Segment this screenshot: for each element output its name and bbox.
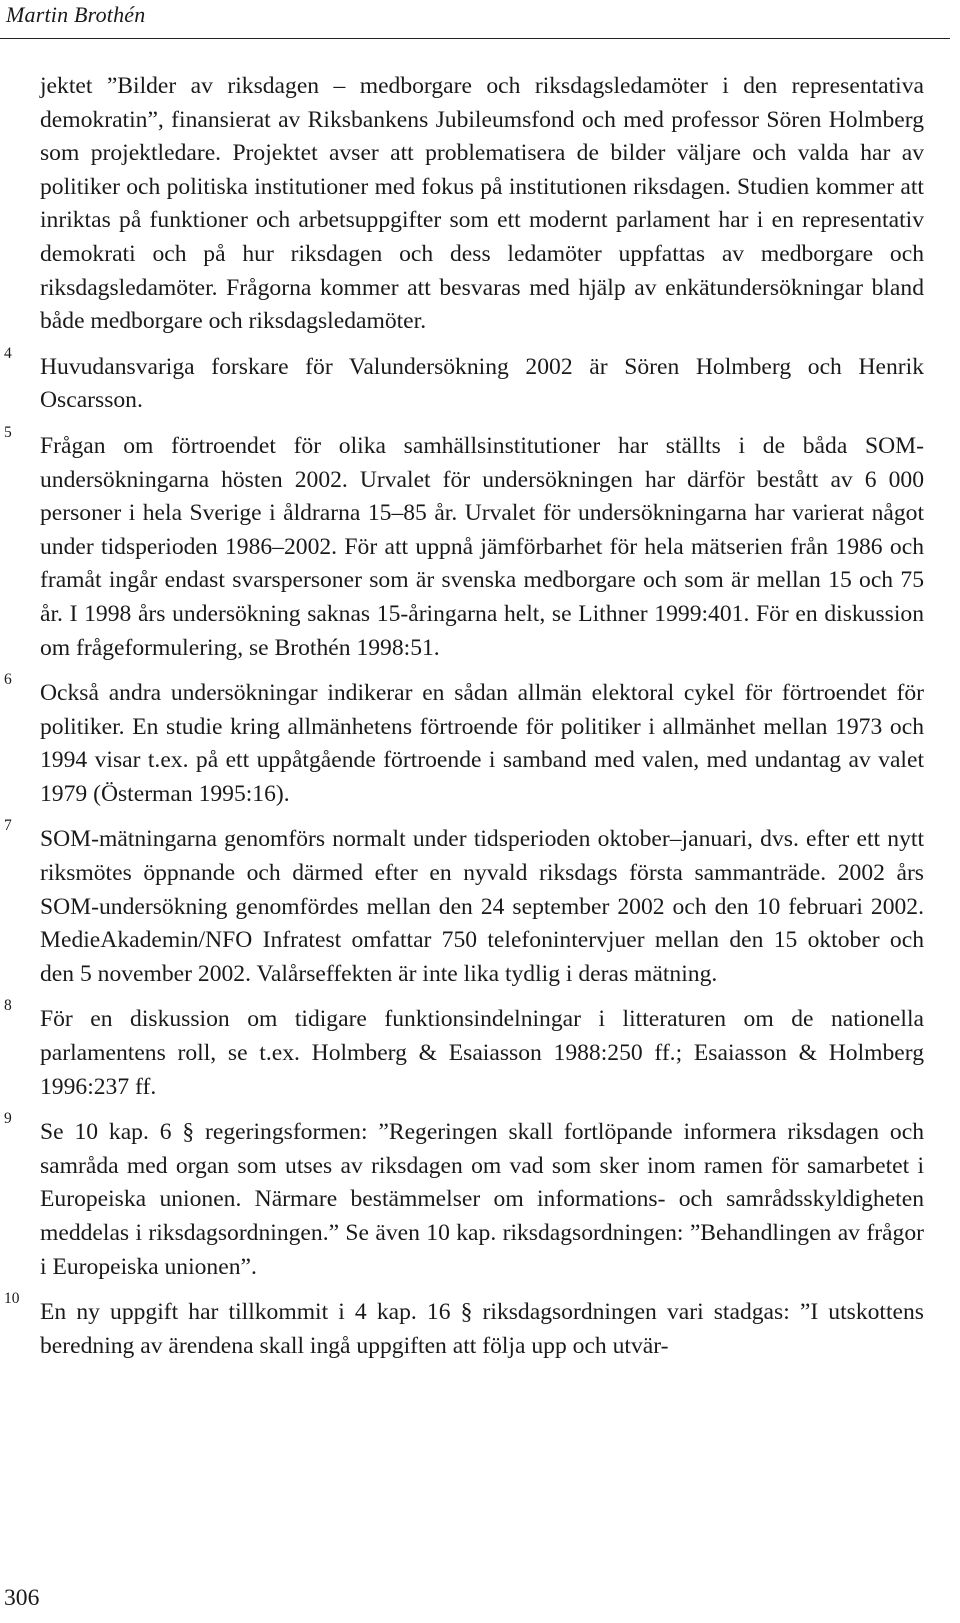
footnote-text: Också andra undersökningar indikerar en sådan allmän elektoral cykel för förtroendet för politiker. En studie kring allmänhetens förtroende för politiker i allmänhet mellan 1973 och 1994 visar t.ex. på ett uppåtgående förtroende i samband med valen, med undantag av valet 1979 (Österman 1995:16).: [40, 680, 924, 807]
footnote-number: 9: [4, 1110, 12, 1128]
footnote-text: SOM-mätningarna genomförs normalt under tidsperioden oktober–januari, dvs. efter ett nytt riksmötes öppnande och därmed efter en nyvald riksdags första sammanträde. 2002 års SOM-undersökning genomfördes mellan den 24 september 2002 och den 10 februari 2002. MedieAkademin/NFO Infratest omfattar 750 telefonintervjuer mellan den 15 oktober och den 5 november 2002. Valårseffekten är inte lika tydlig i deras mätning.: [40, 826, 924, 987]
footnote-continued: [40, 70, 924, 339]
footnote-text: Frågan om förtroendet för olika samhällsinstitutioner har ställts i de båda SOM-undersökningarna hösten 2002. Urvalet för undersökningen har därför bestått av 6 000 personer i hela Sverige i åldrarna 15–85 år. Urvalet för undersökningarna har varierat något under tidsperioden 1986–2002. För att uppnå jämförbarhet för hela mätserien från 1986 och framåt ingår endast svarspersoner som är svenska medborgare och som är mellan 15 och 75 år. I 1998 års undersökning saknas 15-åringarna helt, se Lithner 1999:401. För en diskussion om frågeformulering, se Brothén 1998:51.: [40, 432, 924, 661]
footnote-6: [4, 671, 924, 811]
footnotes: [0, 70, 960, 1363]
footnote-text: En ny uppgift har tillkommit i 4 kap. 16 § riksdagsordningen vari stadgas: ”I utskottens beredning av ärendena skall ingå uppgiften att följa upp och utvär-: [40, 1299, 924, 1359]
footnote-number: 10: [4, 1290, 20, 1308]
footnote-text: För en diskussion om tidigare funktionsindelningar i litteraturen om de nationella parlamentens roll, se t.ex. Holmberg & Esaiasson 1988:250 ff.; Esaiasson & Holmberg 1996:237 ff.: [40, 1006, 924, 1100]
footnote-number: 4: [4, 344, 12, 362]
footnote-4: [4, 344, 924, 418]
footnote-text: Huvudansvariga forskare för Valundersökning 2002 är Sören Holmberg och Henrik Oscarsson.: [40, 353, 924, 414]
page-number: 306: [4, 1585, 40, 1611]
footnote-text: Se 10 kap. 6 § regeringsformen: ”Regeringen skall fortlöpande informera riksdagen och samråda med organ som utses av riksdagen om vad som sker inom ramen för samarbetet i Europeiska unionen. Närmare bestämmelser om informations- och samrådsskyldigheten meddelas i riksdagsordningen.” Se även 10 kap. riksdagsordningen: ”Behandlingen av frågor i Europeiska unionen”.: [40, 1119, 924, 1280]
footnote-number: 6: [4, 671, 12, 689]
footnote-text: jektet ”Bilder av riksdagen – medborgare och riksdagsledamöter i den representativa demokratin”, finansierat av Riksbankens Jubileumsfond och med professor Sören Holmberg som projektledare. Projektet avser att problematisera de bilder väljare och valda har av politiker och politiska institutioner med fokus på institutionen riksdagen. Studien kommer att inriktas på funktioner och arbetsuppgifter som ett modernt parlament har i en representativ demokrati och på hur riksdagen och dess ledamöter uppfattas av medborgare och riksdagsledamöter. Frågorna kommer att besvaras med hjälp av enkätundersökningar bland både medborgare och riksdagsledamöter.: [40, 73, 924, 335]
header-rule: [0, 38, 950, 39]
footnote-number: 5: [4, 423, 12, 441]
footnote-9: [4, 1110, 924, 1284]
footnote-number: 8: [4, 997, 12, 1015]
footnote-number: 7: [4, 817, 12, 835]
footnote-7: [4, 817, 924, 991]
running-head-author: Martin Brothén: [6, 2, 146, 27]
footnote-8: [4, 997, 924, 1104]
footnote-10: [4, 1290, 924, 1363]
footnote-5: [4, 423, 924, 665]
